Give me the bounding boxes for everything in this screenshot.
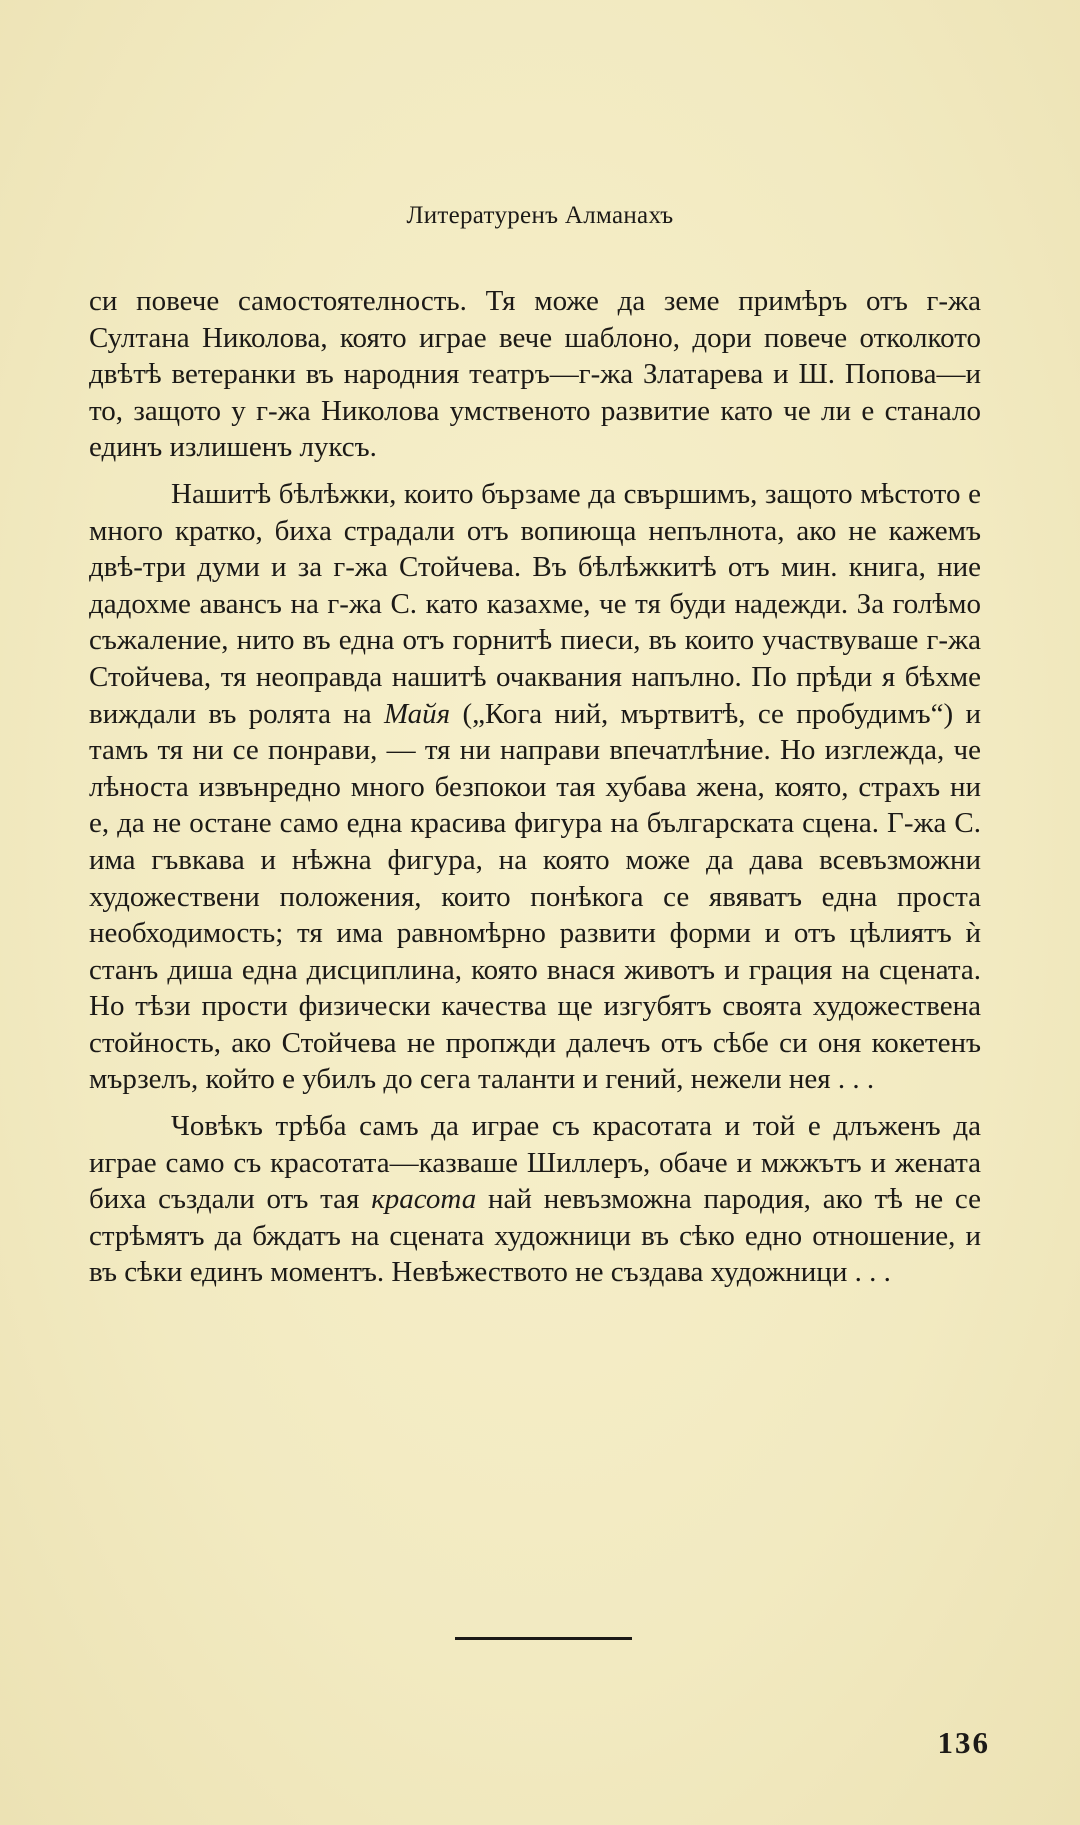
role-name-maya: Майя	[383, 697, 451, 730]
paragraph-2-part-a: Нашитѣ бѣлѣжки, които бързаме да свършимъ, защото мѣстото е много кратко, биха страдали отъ вопиюща непълнота, ако не кажемъ двѣ-три думи и за г-жа Стойчева. Въ бѣлѣжкитѣ отъ мин. книга, ние дадохме авансъ на г-жа С. като казахме, че тя буди надежди. За голѣмо съжаление, нито въ една отъ горнитѣ пиеси, въ които участвуваше г-жа Стойчева, тя неоправда нашитѣ очаквания напълно. По прѣди я бѣхме виждали въ ролята на	[89, 477, 981, 730]
paragraph-1: си повече самостоятелность. Тя може да земе примѣръ отъ г-жа Султана Николова, която играе вече шаблоно, дори повече отколкото двѣтѣ ветеранки въ народния театръ—г-жа Златарева и Ш. Попова—и то, защото у г-жа Николова умственото развитие като че ли е станало единъ излишенъ луксъ.	[89, 285, 981, 464]
paragraph-2	[89, 476, 981, 1098]
paragraph-3-part-a: Човѣкъ трѣба самъ да играе съ красотата и той е длъженъ да играе само съ красотата—казваше Шиллеръ, обаче и мжжътъ и жената биха създали отъ тая	[89, 1110, 981, 1216]
page-number: 136	[937, 1725, 990, 1760]
paragraph-3	[89, 1108, 981, 1291]
paragraph-2-part-b: („Кога ний, мъртвитѣ, се пробудимъ“) и тамъ тя ни се понрави, — тя ни направи впечатлѣние. Но изглежда, че лѣноста извънредно много безпокои тая хубава жена, която, страхъ ни е, да не остане само една красива фигура на българската сцена. Г-жа С. има гъвкава и нѣжна фигура, на която може да дава всевъзможни художествени положения, които понѣкога се явяватъ една проста необходимость; тя има равномѣрно развити форми и отъ цѣлиятъ ѝ станъ диша една дисциплина, която внася животъ и грация на сцената. Но тѣзи прости физически качества ще изгубятъ своята художествена стойность, ако Стойчева не пропжди далечъ отъ сѣбе си оня кокетенъ мързелъ, който е убилъ до сега таланти и гений, нежели нея . . .	[89, 697, 981, 1096]
body-text	[89, 283, 981, 1291]
section-divider	[455, 1637, 632, 1640]
italic-word-krasota: красота	[371, 1183, 477, 1216]
paragraph-3-part-b: най невъзможна пародия, ако тѣ не се стрѣмятъ да бждатъ на сцената художници въ сѣко едно отношение, и въ сѣки единъ моментъ. Невѣжеството не създава художници . . .	[89, 1183, 982, 1289]
running-header: Литературенъ Алманахъ	[406, 202, 674, 229]
